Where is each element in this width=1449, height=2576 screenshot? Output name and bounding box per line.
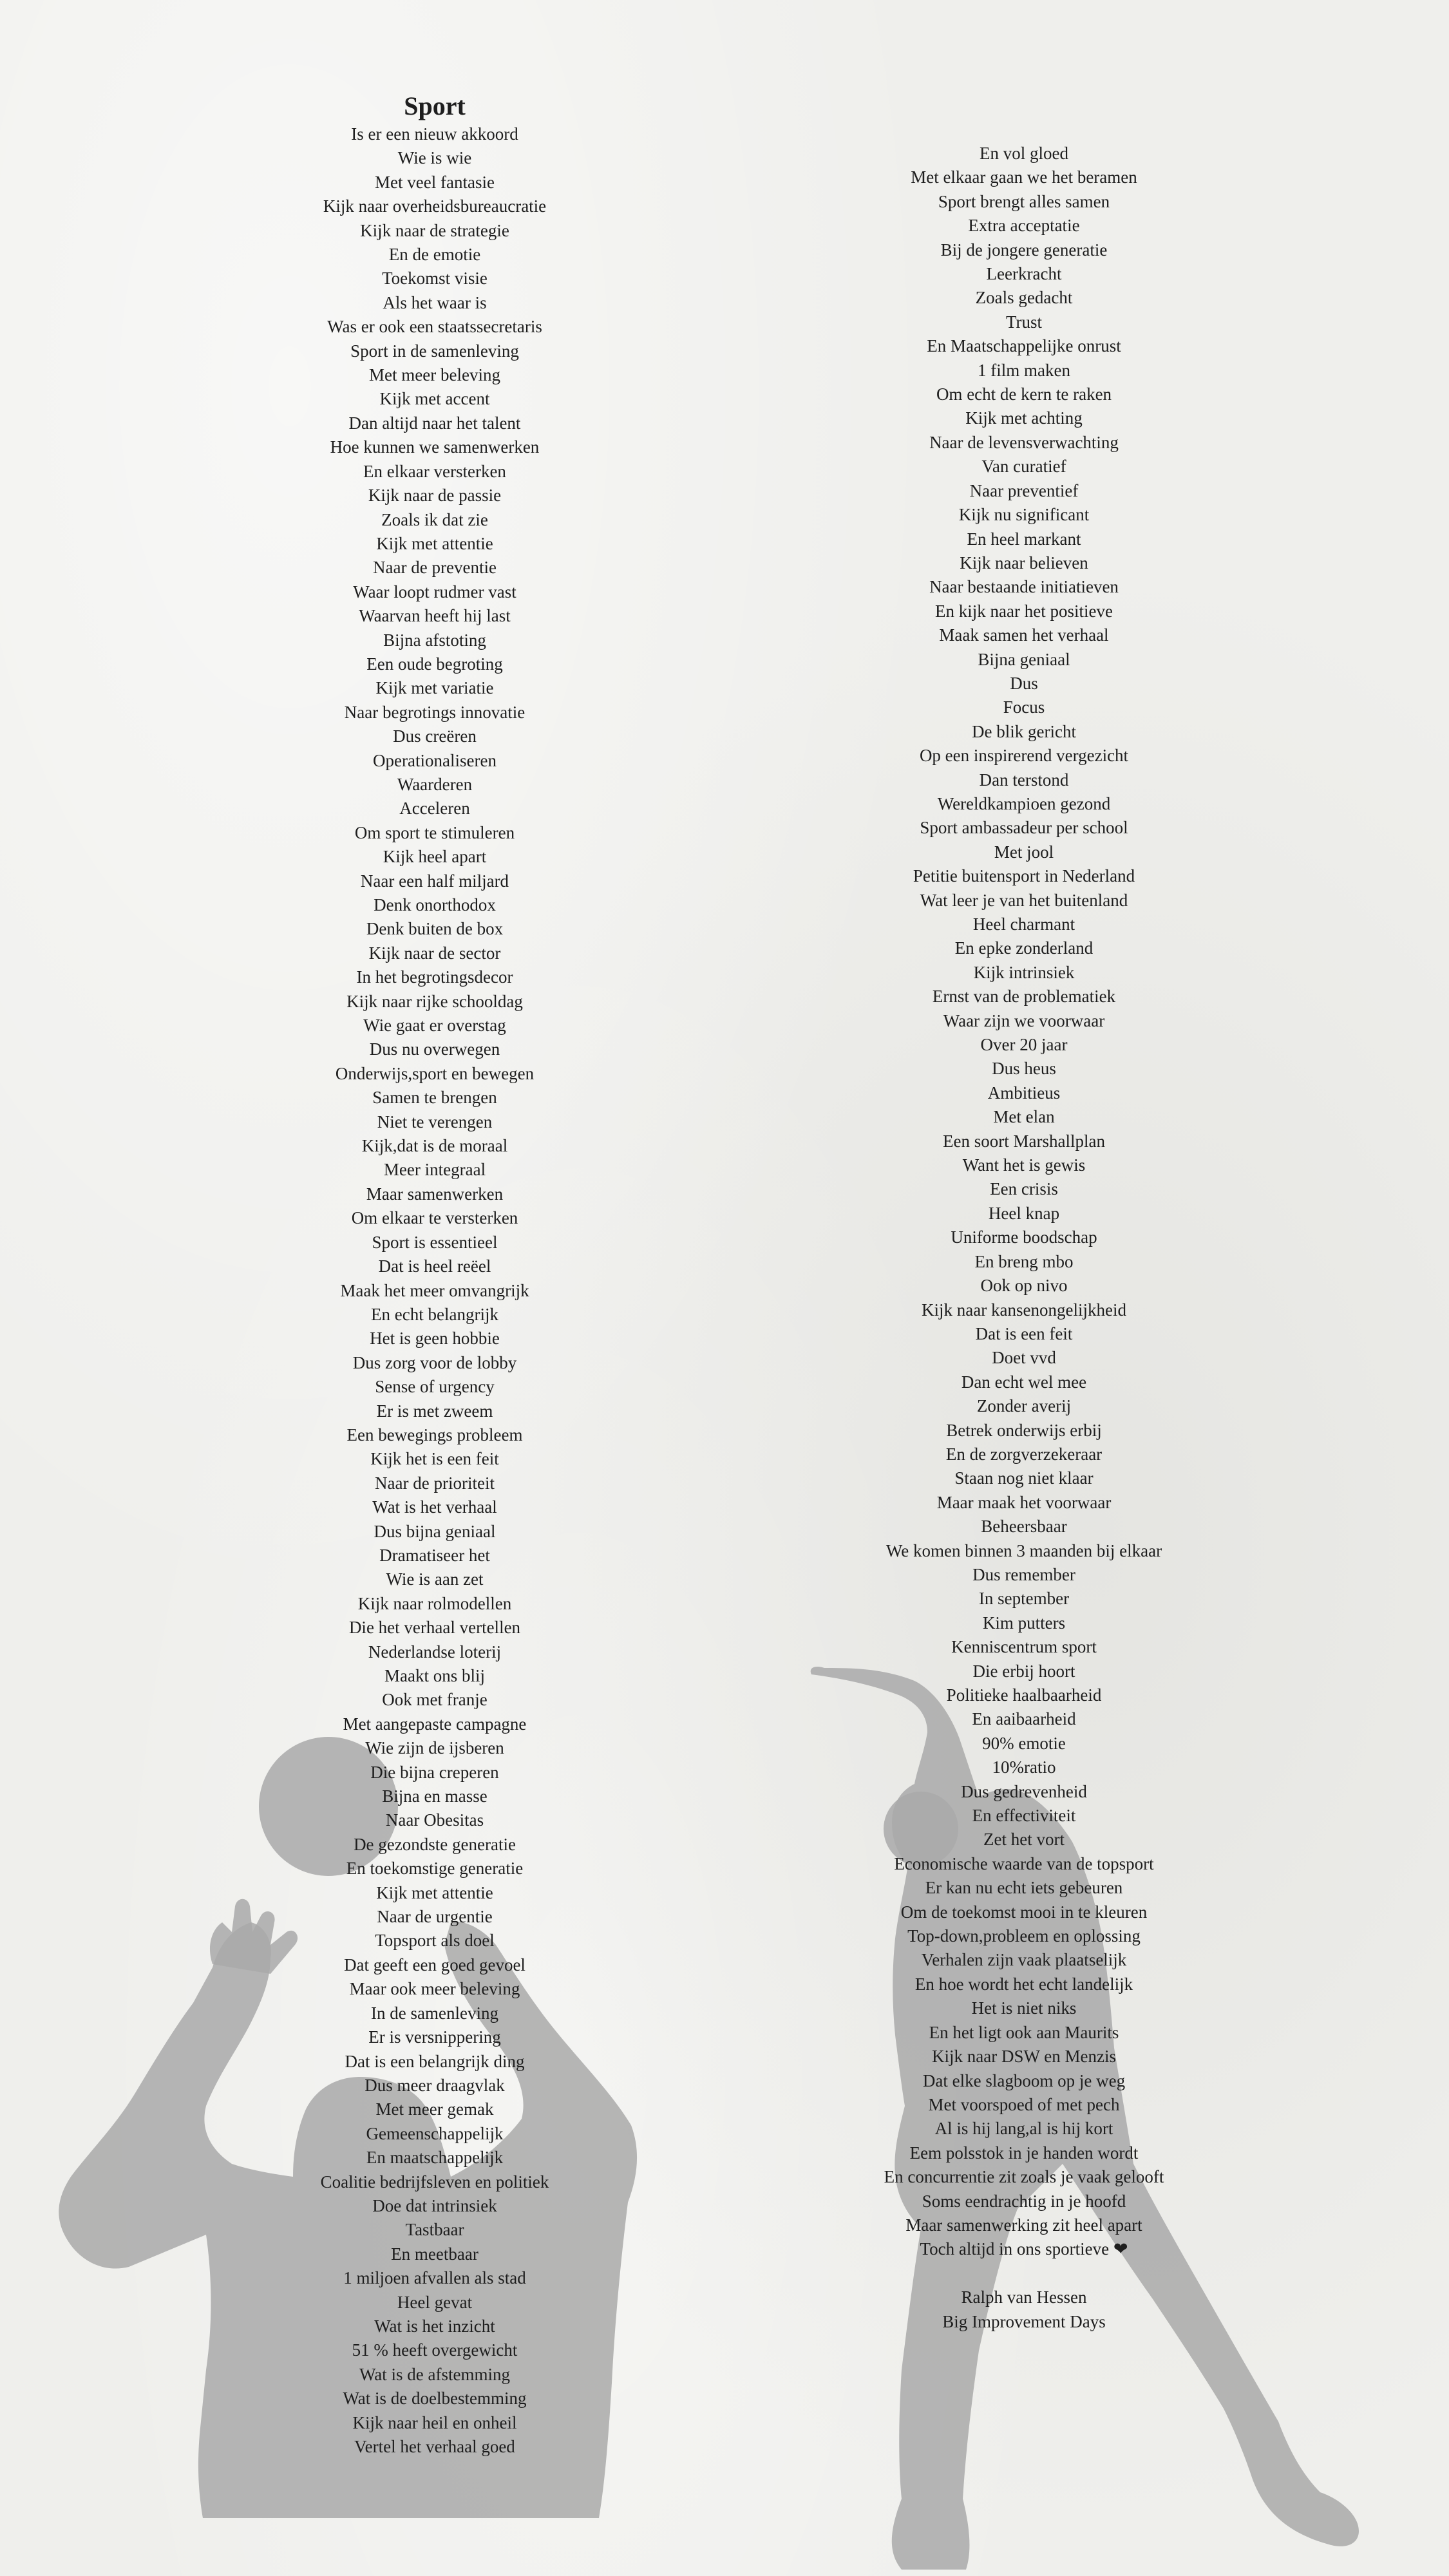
poem-line: Verhalen zijn vaak plaatselijk xyxy=(921,1950,1127,1970)
poem-line: Die bijna creperen xyxy=(370,1762,499,1782)
poem-line: Denk buiten de box xyxy=(366,919,504,939)
poem-line: Kijk naar heil en onheil xyxy=(352,2412,517,2432)
poem-line: Ernst van de problematiek xyxy=(932,987,1116,1007)
poem-line: Zoals gedacht xyxy=(975,288,1073,308)
poem-line: 1 miljoen afvallen als stad xyxy=(343,2268,526,2288)
poem-line: Dan echt wel mee xyxy=(961,1372,1087,1392)
poem-line: Kijk naar rijke schooldag xyxy=(346,991,523,1011)
poem-line: Van curatief xyxy=(981,457,1066,477)
poem-line: 90% emotie xyxy=(982,1733,1066,1753)
poem-line: Waarderen xyxy=(397,774,473,794)
poem-line: 1 film maken xyxy=(978,360,1070,380)
poem-line: Maar samenwerken xyxy=(366,1184,504,1204)
poem-line: Kijk intrinsiek xyxy=(973,962,1075,982)
poem-line: En elkaar versterken xyxy=(363,461,506,481)
poem-line: Dus meer draagvlak xyxy=(365,2075,505,2095)
poem-line: Om echt de kern te raken xyxy=(936,384,1112,404)
poem-line: Als het waar is xyxy=(383,292,487,312)
poem-line: Maar samenwerking zit heel apart xyxy=(905,2215,1142,2235)
poem-line: Wie is wie xyxy=(397,148,472,168)
poem-line: En echt belangrijk xyxy=(371,1304,498,1324)
poem-line: Kijk naar de passie xyxy=(368,486,502,506)
poem-line: Wie gaat er overstag xyxy=(363,1016,506,1036)
poem-line: Topsport als doel xyxy=(375,1931,495,1951)
poem-line: Extra acceptatie xyxy=(968,216,1080,236)
poem-line: Dan altijd naar het talent xyxy=(348,413,521,433)
poem-line: Met veel fantasie xyxy=(375,172,495,192)
poem-line: Dat elke slagboom op je weg xyxy=(922,2070,1126,2090)
poem-line: Sport in de samenleving xyxy=(350,341,519,361)
poem-line: Met meer gemak xyxy=(375,2099,494,2119)
poem-line: Sport ambassadeur per school xyxy=(920,818,1128,838)
poem-line: Kijk met achting xyxy=(965,408,1083,428)
poem-line: Maar ook meer beleving xyxy=(349,1979,520,1999)
poem-line: Een bewegings probleem xyxy=(346,1425,523,1444)
poem-line: Heel gevat xyxy=(397,2292,473,2312)
poem-line: Dat is een feit xyxy=(975,1323,1073,1343)
poem-line: Naar preventief xyxy=(969,480,1079,500)
poem-line: Kijk met attentie xyxy=(376,533,493,553)
poem-line: Kijk het is een feit xyxy=(370,1449,499,1469)
poem-line: Naar de prioriteit xyxy=(375,1473,495,1493)
poem-line: Een oude begroting xyxy=(366,654,503,674)
poem-line: Met aangepaste campagne xyxy=(343,1714,527,1734)
poem-line: Wat leer je van het buitenland xyxy=(920,890,1128,910)
poem-line: Doet vvd xyxy=(992,1348,1056,1368)
poem-line: Dus heus xyxy=(992,1059,1056,1079)
poem-line: Al is hij lang,al is hij kort xyxy=(934,2119,1113,2139)
poem-line: En epke zonderland xyxy=(954,938,1094,958)
poem-line: Met jool xyxy=(994,842,1054,862)
poem-line: Want het is gewis xyxy=(962,1155,1086,1175)
poem-line: Maar maak het voorwaar xyxy=(936,1492,1112,1512)
poem-line: Dus bijna geniaal xyxy=(374,1521,496,1541)
poem-line: Wat is het inzicht xyxy=(374,2316,495,2336)
poem-line: En maatschappelijk xyxy=(366,2148,504,2168)
poem-line: Bijna afstoting xyxy=(383,630,486,650)
poem-line: Top-down,probleem en oplossing xyxy=(907,1926,1141,1946)
poem-line: Kijk met accent xyxy=(379,389,490,409)
poem-line: Dat is een belangrijk ding xyxy=(345,2051,525,2071)
poem-line: Heel charmant xyxy=(972,914,1075,934)
poem-line: Wie zijn de ijsberen xyxy=(365,1738,504,1758)
poem-line: Om sport te stimuleren xyxy=(354,822,515,842)
poem-line: Naar Obesitas xyxy=(385,1810,484,1830)
poem-line: Kijk naar overheidsbureaucratie xyxy=(323,196,547,216)
poem-line: Maak samen het verhaal xyxy=(939,625,1109,645)
poem-line: Nederlandse loterij xyxy=(368,1642,502,1662)
poem-line: Ook op nivo xyxy=(980,1276,1068,1296)
poem-line: In september xyxy=(978,1589,1070,1609)
poem-line: Bijna geniaal xyxy=(978,649,1070,669)
poem-line: Naar de levensverwachting xyxy=(929,432,1119,452)
poem-line: Trust xyxy=(1005,312,1043,332)
poem-line: En breng mbo xyxy=(974,1251,1074,1271)
poem-line: Die het verhaal vertellen xyxy=(348,1618,521,1638)
signature-spacer xyxy=(789,2262,1259,2286)
poem-line: Die erbij hoort xyxy=(972,1661,1075,1681)
poem-line: Dat is heel reëel xyxy=(378,1256,491,1276)
poem-line: Op een inspirerend vergezicht xyxy=(919,746,1129,766)
poem-line: Toekomst visie xyxy=(382,269,488,289)
poem-line: En meetbaar xyxy=(391,2244,478,2264)
poem-line: Wie is aan zet xyxy=(386,1569,484,1589)
poem-line: Het is niet niks xyxy=(971,1998,1077,2018)
poem-line: Kijk naar believen xyxy=(960,553,1088,573)
poem-line: Bij de jongere generatie xyxy=(940,240,1108,260)
poem-line: Naar de preventie xyxy=(373,558,497,578)
poem-title: Sport xyxy=(404,91,466,120)
poem-line: Waar zijn we voorwaar xyxy=(943,1010,1105,1030)
poem-line: Maakt ons blij xyxy=(384,1666,485,1685)
poem-line: Focus xyxy=(1003,697,1045,717)
poem-line: Met meer beleving xyxy=(369,365,500,385)
poem-line: Er kan nu echt iets gebeuren xyxy=(925,1878,1123,1898)
poem-line: Naar een half miljard xyxy=(360,871,509,891)
poem-line: Wereldkampioen gezond xyxy=(937,793,1111,813)
poem-line: Maak het meer omvangrijk xyxy=(340,1280,529,1300)
poem-line: Het is geen hobbie xyxy=(370,1329,500,1349)
poem-line: Economische waarde van de topsport xyxy=(894,1853,1154,1873)
poem-line: Om elkaar te versterken xyxy=(351,1208,518,1228)
poem-line: Operationaliseren xyxy=(373,750,497,770)
poem-line: Uniforme boodschap xyxy=(951,1227,1097,1247)
poem-line: Betrek onderwijs erbij xyxy=(946,1420,1102,1440)
poem-line: Zet het vort xyxy=(983,1830,1065,1850)
poem-line: En toekomstige generatie xyxy=(346,1859,524,1879)
poem-line: Bijna en masse xyxy=(382,1786,488,1806)
poem-line: De gezondste generatie xyxy=(354,1834,516,1854)
poem-line: Naar begrotings innovatie xyxy=(344,702,526,722)
poem-line: En hoe wordt het echt landelijk xyxy=(914,1974,1133,1994)
poem-line: En het ligt ook aan Maurits xyxy=(929,2022,1119,2042)
poem-line: Coalitie bedrijfsleven en politiek xyxy=(320,2172,549,2192)
poem-line: Waarvan heeft hij last xyxy=(359,606,511,626)
poem-line: Waar loopt rudmer vast xyxy=(353,582,516,601)
poem-line: Gemeenschappelijk xyxy=(366,2123,504,2143)
poem-line: Dus creëren xyxy=(393,726,477,746)
poem-line: Kijk naar DSW en Menzis xyxy=(932,2047,1116,2067)
poem-line: Is er een nieuw akkoord xyxy=(351,124,518,144)
poem-line: Dus remember xyxy=(972,1564,1075,1584)
poem-line: In het begrotingsdecor xyxy=(356,967,513,987)
poem-line: Ambitieus xyxy=(987,1083,1061,1103)
poem-line: Eem polsstok in je handen wordt xyxy=(909,2143,1139,2163)
poem-line: Zoals ik dat zie xyxy=(381,509,488,529)
poem-line: Sport is essentieel xyxy=(372,1232,498,1252)
poem-line: Beheersbaar xyxy=(981,1517,1067,1537)
poem-line: Dus zorg voor de lobby xyxy=(352,1352,517,1372)
poem-organisation: Big Improvement Days xyxy=(942,2311,1106,2331)
poem-line: Sense of urgency xyxy=(375,1377,495,1397)
poem-line: Politieke haalbaarheid xyxy=(946,1685,1102,1705)
poem-line: En vol gloed xyxy=(980,144,1068,163)
poem-line: En kijk naar het positieve xyxy=(935,601,1113,621)
poem-line: Tastbaar xyxy=(405,2220,464,2240)
poem-line: Staan nog niet klaar xyxy=(954,1468,1094,1488)
poem-line: Kijk,dat is de moraal xyxy=(361,1136,508,1156)
poem-line: Er is versnippering xyxy=(368,2027,501,2047)
poem-line: Hoe kunnen we samenwerken xyxy=(330,437,540,457)
poem-line: Wat is het verhaal xyxy=(372,1497,497,1517)
poem-line: En de zorgverzekeraar xyxy=(945,1444,1103,1464)
poem-left-column xyxy=(242,90,628,2459)
poem-line: Kim putters xyxy=(982,1613,1066,1633)
poem-line: Dan terstond xyxy=(979,770,1069,790)
poem-line: Er is met zweem xyxy=(376,1401,493,1421)
poem-line: Met voorspoed of met pech xyxy=(928,2094,1120,2114)
poem-line: Kenniscentrum sport xyxy=(951,1637,1097,1657)
poem-line: 51 % heeft overgewicht xyxy=(352,2340,518,2360)
poem-right-column xyxy=(789,142,1259,2334)
poem-line: Een crisis xyxy=(990,1179,1058,1199)
poem-line: Dus nu overwegen xyxy=(369,1039,500,1059)
poem-line: Een soort Marshallplan xyxy=(943,1131,1105,1151)
poem-line: Kijk naar kansenongelijkheid xyxy=(922,1300,1126,1320)
poem-line: Kijk naar rolmodellen xyxy=(357,1593,512,1613)
poem-line: Met elan xyxy=(993,1107,1055,1127)
poem-line: En Maatschappelijke onrust xyxy=(927,336,1121,356)
poem-line: En effectiviteit xyxy=(972,1806,1076,1826)
poem-line: Ook met franje xyxy=(382,1690,488,1710)
poem-line: Toch altijd in ons sportieve ❤ xyxy=(920,2239,1128,2259)
poem-line: Soms eendrachtig in je hoofd xyxy=(922,2191,1126,2211)
poem-line: Meer integraal xyxy=(383,1160,486,1180)
poem-line: Wat is de afstemming xyxy=(359,2364,511,2384)
poem-line: Naar de urgentie xyxy=(377,1907,493,1927)
poem-line: Denk onorthodox xyxy=(374,895,496,914)
poem-line: Samen te brengen xyxy=(372,1088,497,1108)
poem-line: Kijk met attentie xyxy=(376,1882,493,1902)
poem-author: Ralph van Hessen xyxy=(961,2287,1087,2307)
poem-line: Niet te verengen xyxy=(377,1112,493,1132)
poem-right-lines xyxy=(789,142,1259,2262)
poem-line: Om de toekomst mooi in te kleuren xyxy=(900,1902,1148,1922)
poem-line: Doe dat intrinsiek xyxy=(372,2195,497,2215)
poem-line: Zonder averij xyxy=(976,1396,1072,1416)
poem-line: Sport brengt alles samen xyxy=(938,191,1110,211)
poem-line: Wat is de doelbestemming xyxy=(343,2389,527,2409)
poem-left-lines xyxy=(242,122,628,2459)
poem-line: Was er ook een staatssecretaris xyxy=(327,317,542,337)
poem-line: Kijk met variatie xyxy=(375,678,494,698)
poem-line: Kijk heel apart xyxy=(383,847,487,867)
poem-line: Dus xyxy=(1010,673,1038,693)
poem-line: Kijk naar de sector xyxy=(368,943,501,963)
poem-line: Dramatiseer het xyxy=(379,1545,490,1565)
poem-line: Petitie buitensport in Nederland xyxy=(913,866,1135,886)
poem-line: Kijk nu significant xyxy=(958,505,1090,525)
poem-line: Leerkracht xyxy=(986,264,1062,284)
poem-line: Acceleren xyxy=(399,799,470,819)
poem-line: We komen binnen 3 maanden bij elkaar xyxy=(886,1540,1162,1560)
poem-line: En aaibaarheid xyxy=(972,1709,1076,1729)
poem-line: 10%ratio xyxy=(992,1757,1056,1777)
poem-line: De blik gericht xyxy=(972,721,1076,741)
poem-line: Naar bestaande initiatieven xyxy=(929,577,1119,597)
poem-line: Over 20 jaar xyxy=(980,1035,1068,1055)
poem-line: En heel markant xyxy=(967,529,1081,549)
poem-line: En concurrentie zit zoals je vaak gelooft xyxy=(884,2167,1164,2187)
poem-line: Met elkaar gaan we het beramen xyxy=(911,167,1137,187)
poem-line: Onderwijs,sport en bewegen xyxy=(335,1063,535,1083)
poem-line: In de samenleving xyxy=(371,2003,498,2023)
poem-line: Dat geeft een goed gevoel xyxy=(344,1955,526,1975)
poem-line: Vertel het verhaal goed xyxy=(354,2437,515,2456)
poem-line: Heel knap xyxy=(988,1203,1060,1223)
poem-line: Dus gedrevenheid xyxy=(961,1781,1087,1801)
poem-line: Kijk naar de strategie xyxy=(360,220,509,240)
poem-line: En de emotie xyxy=(388,245,481,265)
